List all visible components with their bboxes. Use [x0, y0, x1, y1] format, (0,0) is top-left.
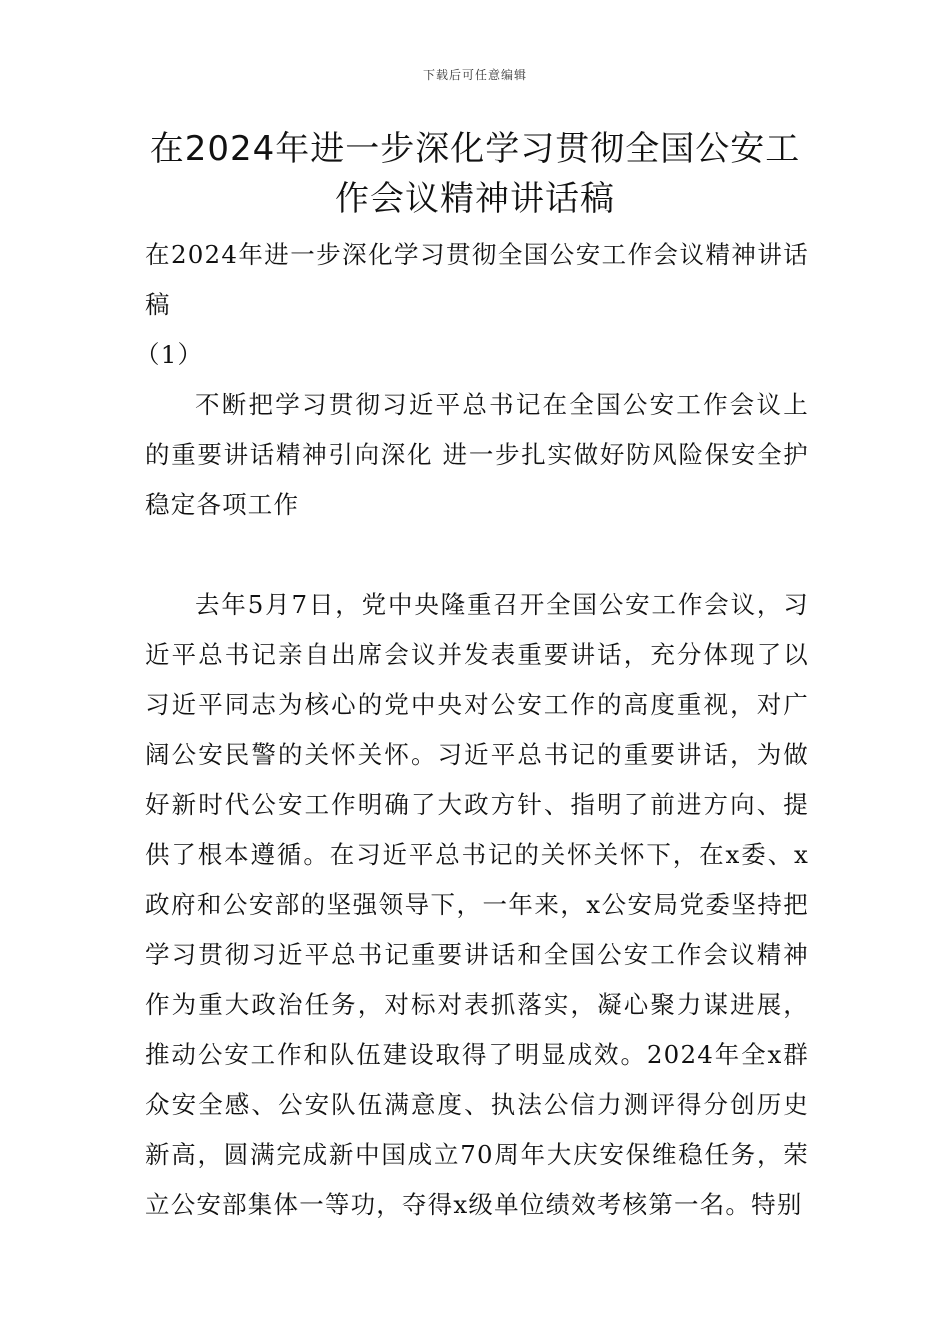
subtitle: 在2024年进一步深化学习贯彻全国公安工作会议精神讲话稿: [145, 240, 809, 319]
header-note: 下载后可任意编辑: [422, 68, 527, 82]
section-heading: 不断把学习贯彻习近平总书记在全国公安工作会议上的重要讲话精神引向深化 进一步扎实做好防风险保安全护稳定各项工作: [145, 390, 809, 519]
body-paragraph: 去年5月7日，党中央隆重召开全国公安工作会议，习近平总书记亲自出席会议并发表重要讲话，充分体现了以习近平同志为核心的党中央对公安工作的高度重视，对广阔公安民警的关怀关怀。习近平总书记的重要讲话，为做好新时代公安工作明确了大政方针、指明了前进方向、提供了根本遵循。在习近平总书记的关怀关怀下，在x委、x政府和公安部的坚强领导下，一年来，x公安局党委坚持把学习贯彻习近平总书记重要讲话和全国公安工作会议精神作为重大政治任务，对标对表抓落实，凝心聚力谋进展，推动公安工作和队伍建设取得了明显成效。2024年全x群众安全感、公安队伍满意度、执法公信力测评得分创历史新高，圆满完成新中国成立70周年大庆安保维稳任务，荣立公安部集体一等功，夺得x级单位绩效考核第一名。特别: [145, 590, 809, 1219]
document-body: [135, 230, 809, 1230]
document-title: 在2024年进一步深化学习贯彻全国公安工作会议精神讲话稿: [149, 129, 801, 219]
section-number: （1）: [135, 340, 204, 369]
paragraph-spacer: [145, 530, 809, 580]
